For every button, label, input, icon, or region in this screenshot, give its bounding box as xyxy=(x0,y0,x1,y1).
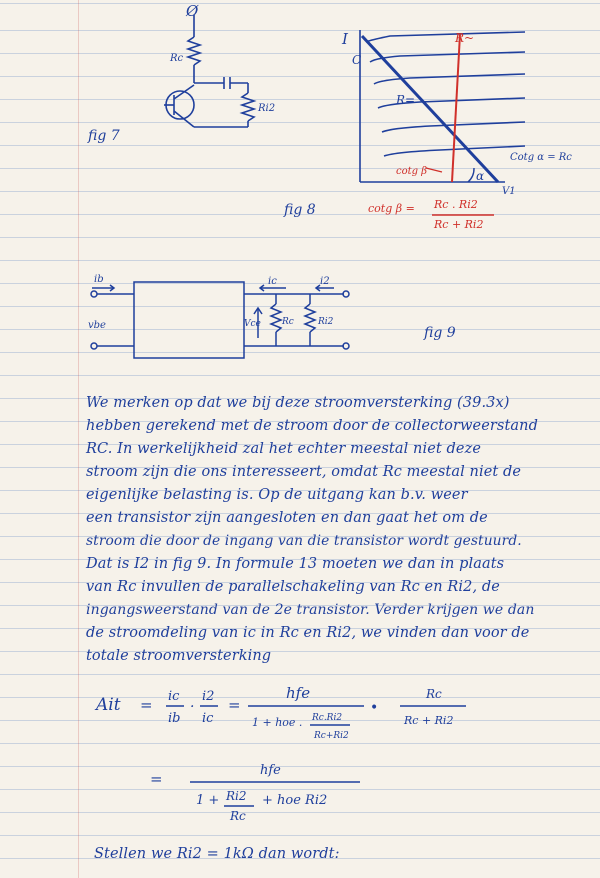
fig8-graph xyxy=(330,22,570,242)
f2-num: hfe xyxy=(260,763,281,778)
fig7-circuit xyxy=(150,15,290,135)
fig8-frac-den: Rc + Ri2 xyxy=(434,218,484,231)
text-line-2: hebben gerekend met de stroom door de collectorweerstand xyxy=(86,418,538,434)
f1-frac1-den: ib xyxy=(168,711,181,726)
text-line-10: ingangsweerstand van de 2e transistor. Verder krijgen we dan xyxy=(86,602,535,618)
f1-dot2: • xyxy=(370,700,379,716)
fig9-i2: i2 xyxy=(320,276,330,287)
fig8-cotg-beta-formula: cotg β = xyxy=(368,202,415,215)
text-line-7: stroom die door de ingang van die transistor wordt gestuurd. xyxy=(86,533,522,549)
f2-eq: = xyxy=(150,770,163,788)
text-line-3: RC. In werkelijkheid zal het echter meestal niet deze xyxy=(86,441,482,457)
f2-den-b: + hoe Ri2 xyxy=(262,793,328,808)
f1-frac4-den: Rc + Ri2 xyxy=(404,714,454,727)
text-line-8: Dat is I2 in fig 9. In formule 13 moeten we dan in plaats xyxy=(86,556,505,572)
fig9-circuit xyxy=(88,268,358,363)
f1-frac4-num: Rc xyxy=(426,687,442,701)
formula-2 xyxy=(150,758,390,828)
fig9-label: fig 9 xyxy=(424,325,456,341)
f1-frac3-den-b-num: Rc.Ri2 xyxy=(312,713,343,723)
fig8-cotg-beta-small: cotg β xyxy=(396,166,428,177)
fig8-frac-num: Rc . Ri2 xyxy=(434,198,478,211)
fig8-r-eq: R= xyxy=(396,93,416,107)
fig8-i-axis: I xyxy=(342,30,348,48)
text-line-last: Stellen we Ri2 = 1kΩ dan wordt: xyxy=(94,846,340,862)
fig8-v-axis: V1 xyxy=(502,186,516,197)
fig8-r-ac: R~ xyxy=(455,31,475,45)
fig9-rc: Rc xyxy=(282,317,294,327)
fig7-label: fig 7 xyxy=(88,128,120,144)
text-line-11: de stroomdeling van ic in Rc en Ri2, we vinden dan voor de xyxy=(86,625,530,641)
f1-eq2: = xyxy=(228,696,241,714)
fig7-ri2-label: Ri2 xyxy=(258,103,276,114)
top-mark: Ø xyxy=(186,2,199,20)
fig9-vbe: vbe xyxy=(88,320,106,331)
fig9-ri2: Ri2 xyxy=(318,317,334,327)
fig9-vce: Vce xyxy=(244,319,261,329)
text-line-1: We merken op dat we bij deze stroomversterking (39.3x) xyxy=(86,395,510,411)
fig8-point-c: C xyxy=(352,53,362,67)
f2-den-a: 1 + xyxy=(196,793,220,808)
f2-den-frac-num: Ri2 xyxy=(226,789,247,803)
f1-frac2-num: i2 xyxy=(202,689,215,704)
f1-frac3-den-b-den: Rc+Ri2 xyxy=(314,731,349,741)
f1-dot: · xyxy=(190,699,195,715)
f2-den-frac-den: Rc xyxy=(230,809,246,823)
f1-frac2-den: ic xyxy=(202,711,214,726)
f1-frac3-num: hfe xyxy=(286,684,311,702)
text-line-9: van Rc invullen de parallelschakeling van Rc en Ri2, de xyxy=(86,579,500,595)
f1-frac3-den-a: 1 + hoe . xyxy=(252,716,303,729)
f1-lhs: Ait xyxy=(96,695,121,715)
f1-eq: = xyxy=(140,696,153,714)
margin-line xyxy=(78,0,79,878)
fig8-cotg-alpha: Cotg α = Rc xyxy=(510,152,572,163)
text-line-4: stroom zijn die ons interesseert, omdat Rc meestal niet de xyxy=(86,464,522,480)
text-line-5: eigenlijke belasting is. Op de uitgang kan b.v. weer xyxy=(86,487,468,503)
f1-frac1-num: ic xyxy=(168,689,180,704)
fig9-ib: ib xyxy=(94,274,104,285)
fig9-ic: ic xyxy=(268,276,277,287)
text-line-6: een transistor zijn aangesloten en dan gaat het om de xyxy=(86,510,488,526)
fig7-rc-label: Rc xyxy=(170,53,184,64)
text-line-12: totale stroomversterking xyxy=(86,648,272,664)
fig8-label: fig 8 xyxy=(284,202,316,218)
fig8-alpha: α xyxy=(476,169,485,183)
formula-1 xyxy=(96,678,496,748)
